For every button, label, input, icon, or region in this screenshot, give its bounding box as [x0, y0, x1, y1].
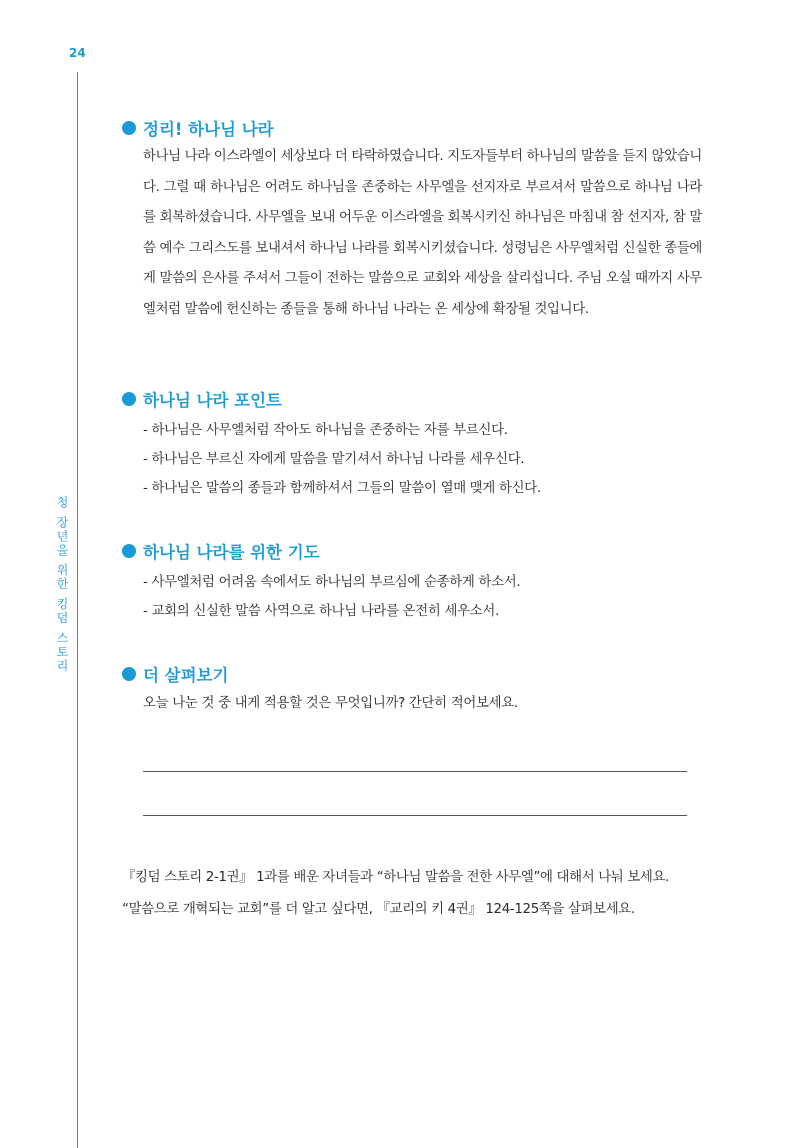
points-list	[122, 416, 702, 503]
footer-note-2: “말씀으로 개혁되는 교회”를 더 알고 싶다면, 『교리의 키 4권』 124-125쪽을 살펴보세요.	[122, 902, 635, 917]
summary-heading-text: 정리! 하나님 나라	[143, 120, 274, 139]
list-item: - 교회의 신실한 말씀 사역으로 하나님 나라를 온전히 세우소서.	[143, 604, 500, 619]
bullet-dot-icon	[122, 121, 136, 135]
answer-line[interactable]	[143, 815, 687, 816]
answer-line[interactable]	[143, 771, 687, 772]
prayer-heading	[122, 540, 702, 562]
prayer-list	[122, 568, 702, 626]
points-heading-text: 하나님 나라 포인트	[143, 391, 283, 410]
summary-paragraph: 하나님 나라 이스라엘이 세상보다 더 타락하였습니다. 지도자들부터 하나님의 말씀을 듣지 않았습니다. 그럴 때 하나님은 어려도 하나님을 존중하는 사무엘을 선지자로 부르셔서 말씀으로 하나님 나라를 회복하셨습니다. 사무엘을 보내 어두운 이스라엘을 회복시키신 하나님은 마침내 참 선지자, 참 말씀 예수 그리스도를 보내셔서 하나님 나라를 회복시키셨습니다. 성령님은 사무엘처럼 신실한 종들에게 말씀의 은사를 주셔서 그들이 전하는 말씀으로 교회와 세상을 살리십니다. 주님 오실 때까지 사무엘처럼 말씀에 헌신하는 종들을 통해 하나님 나라는 온 세상에 확장될 것입니다.	[143, 149, 702, 317]
list-item: - 하나님은 말씀의 종들과 함께하셔서 그들의 말씀이 열매 맺게 하신다.	[143, 481, 541, 496]
list-item: - 하나님은 사무엘처럼 작아도 하나님을 존중하는 자를 부르신다.	[143, 423, 508, 438]
points-section	[122, 388, 702, 503]
reflect-heading-text: 더 살펴보기	[143, 666, 229, 685]
reflect-heading	[122, 663, 702, 685]
summary-section	[122, 117, 702, 325]
reflect-prompt-wrap	[122, 689, 702, 718]
list-item: - 사무엘처럼 어려움 속에서도 하나님의 부르심에 순종하게 하소서.	[143, 575, 521, 590]
bullet-dot-icon	[122, 544, 136, 558]
footer-note-1: 『킹덤 스토리 2-1권』 1과를 배운 자녀들과 “하나님 말씀을 전한 사무엘”에 대해서 나눠 보세요.	[122, 870, 669, 885]
page-number: 24	[69, 46, 86, 60]
list-item: - 하나님은 부르신 자에게 말씀을 맡기셔서 하나님 나라를 세우신다.	[143, 452, 525, 467]
reflect-section	[122, 663, 702, 718]
summary-heading	[122, 117, 702, 139]
prayer-section	[122, 540, 702, 626]
bullet-dot-icon	[122, 392, 136, 406]
prayer-heading-text: 하나님 나라를 위한 기도	[143, 543, 320, 562]
bullet-dot-icon	[122, 667, 136, 681]
points-heading	[122, 388, 702, 410]
reflect-prompt: 오늘 나눈 것 중 내게 적용할 것은 무엇입니까? 간단히 적어보세요.	[143, 696, 518, 711]
side-running-title: 청 장년을 위한 킹덤 스토리	[55, 496, 69, 674]
margin-rule	[77, 72, 78, 1148]
